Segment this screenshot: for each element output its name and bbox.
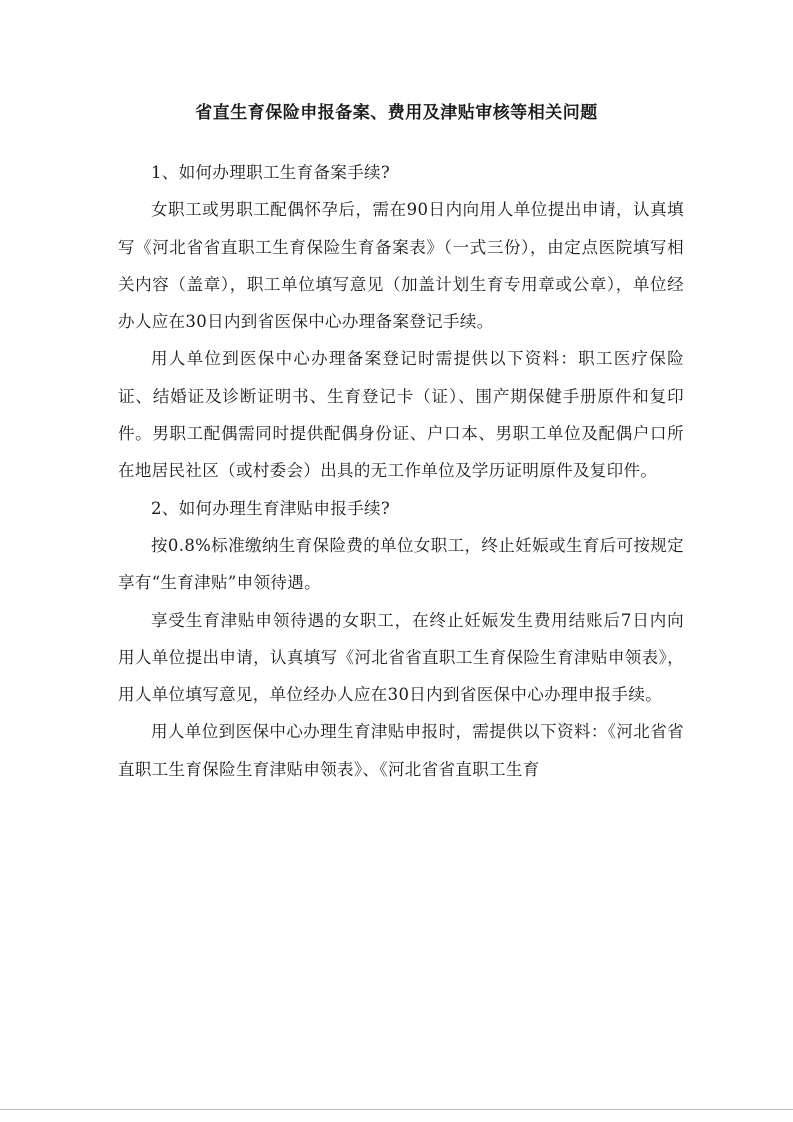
body-paragraph: 女职工或男职工配偶怀孕后，需在90日内向用人单位提出申请，认真填写《河北省省直职工生育保险生育备案表》（一式三份），由定点医院填写相关内容（盖章），职工单位填写意见（加盖计划生育专用章或公章），单位经办人应在30日内到省医保中心办理备案登记手续。	[118, 200, 684, 332]
question-heading-1: 1、如何办理职工生育备案手续?	[151, 163, 391, 182]
document-body	[118, 154, 684, 788]
page-bottom-divider	[0, 1109, 793, 1110]
body-paragraph: 按0.8%标准缴纳生育保险费的单位女职工，终止妊娠或生育后可按规定享有“生育津贴”申领待遇。	[118, 535, 684, 593]
body-paragraph: 享受生育津贴申领待遇的女职工，在终止妊娠发生费用结账后7日内向用人单位提出申请，认真填写《河北省省直职工生育保险生育津贴申领表》，用人单位填写意见，单位经办人应在30日内到省医保中心办理申报手续。	[118, 610, 684, 705]
body-paragraph: 用人单位到医保中心办理生育津贴申报时，需提供以下资料：《河北省省直职工生育保险生育津贴申领表》、《河北省省直职工生育	[118, 722, 684, 779]
body-paragraph: 用人单位到医保中心办理备案登记时需提供以下资料：职工医疗保险证、结婚证及诊断证明书、生育登记卡（证）、围产期保健手册原件和复印件。男职工配偶需同时提供配偶身份证、户口本、男职工单位及配偶户口所在地居民社区（或村委会）出具的无工作单位及学历证明原件及复印件。	[118, 349, 684, 481]
question-heading-2: 2、如何办理生育津贴申报手续?	[151, 498, 391, 518]
document-title: 省直生育保险申报备案、费用及津贴审核等相关问题	[195, 103, 598, 123]
